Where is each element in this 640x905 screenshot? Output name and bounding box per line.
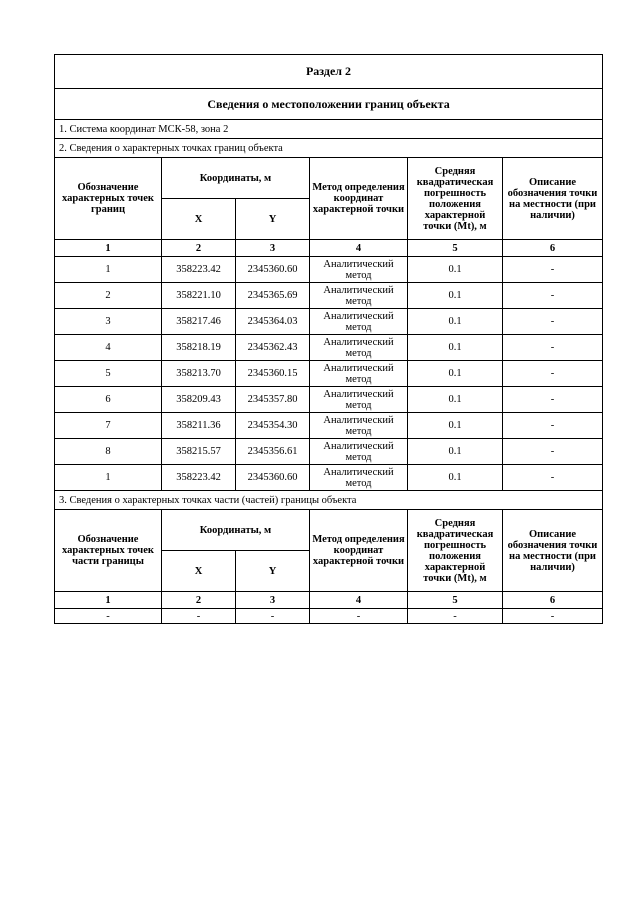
col-num: 4 xyxy=(310,592,408,609)
x-cell: 358211.36 xyxy=(162,413,236,439)
header-description: Описание обозначения точки на местности (при наличии) xyxy=(503,158,603,240)
table-row xyxy=(55,335,603,361)
col-num: 2 xyxy=(162,240,236,257)
point-cell: 4 xyxy=(55,335,162,361)
table-row xyxy=(55,465,603,491)
col-num: 1 xyxy=(55,240,162,257)
header-x: X xyxy=(162,551,236,592)
description-cell: - xyxy=(503,439,603,465)
point-cell: 5 xyxy=(55,361,162,387)
col-num: 5 xyxy=(408,240,503,257)
mt-cell: 0.1 xyxy=(408,283,503,309)
column-numbers-row xyxy=(55,240,603,257)
mt-cell: 0.1 xyxy=(408,387,503,413)
point-cell: 7 xyxy=(55,413,162,439)
coord-system: 1. Система координат МСК-58, зона 2 xyxy=(55,120,603,139)
header-point-designation: Обозначение характерных точек части границы xyxy=(55,510,162,592)
method-cell: Аналитический метод xyxy=(310,335,408,361)
y-cell: 2345360.15 xyxy=(236,361,310,387)
table-row xyxy=(55,257,603,283)
part2-title: 2. Сведения о характерных точках границ объекта xyxy=(55,139,603,158)
method-cell: Аналитический метод xyxy=(310,257,408,283)
point-cell: 1 xyxy=(55,257,162,283)
table-row xyxy=(55,609,603,624)
y-cell: 2345364.03 xyxy=(236,309,310,335)
point-cell: 3 xyxy=(55,309,162,335)
header-y: Y xyxy=(236,199,310,240)
method-cell: Аналитический метод xyxy=(310,309,408,335)
col-num: 5 xyxy=(408,592,503,609)
header-x: X xyxy=(162,199,236,240)
part3-title: 3. Сведения о характерных точках части (частей) границы объекта xyxy=(55,491,603,510)
y-cell: 2345354.30 xyxy=(236,413,310,439)
mt-cell: 0.1 xyxy=(408,361,503,387)
y-cell: 2345357.80 xyxy=(236,387,310,413)
description-cell: - xyxy=(503,361,603,387)
header-mt: Средняя квадратическая погрешность положения характерной точки (Mt), м xyxy=(408,510,503,592)
y-cell: 2345365.69 xyxy=(236,283,310,309)
boundary-table xyxy=(54,54,603,624)
mt-cell: 0.1 xyxy=(408,257,503,283)
y-cell: 2345360.60 xyxy=(236,257,310,283)
col-num: 2 xyxy=(162,592,236,609)
x-cell: 358218.19 xyxy=(162,335,236,361)
method-cell: Аналитический метод xyxy=(310,413,408,439)
mt-cell: - xyxy=(408,609,503,624)
x-cell: 358209.43 xyxy=(162,387,236,413)
mt-cell: 0.1 xyxy=(408,465,503,491)
col-num: 3 xyxy=(236,240,310,257)
header-method: Метод определения координат характерной точки xyxy=(310,158,408,240)
mt-cell: 0.1 xyxy=(408,335,503,361)
x-cell: 358223.42 xyxy=(162,465,236,491)
description-cell: - xyxy=(503,309,603,335)
col-num: 6 xyxy=(503,240,603,257)
description-cell: - xyxy=(503,387,603,413)
method-cell: - xyxy=(310,609,408,624)
description-cell: - xyxy=(503,257,603,283)
table-row xyxy=(55,413,603,439)
point-cell: 2 xyxy=(55,283,162,309)
col-num: 3 xyxy=(236,592,310,609)
column-numbers-row xyxy=(55,592,603,609)
x-cell: 358217.46 xyxy=(162,309,236,335)
y-cell: 2345362.43 xyxy=(236,335,310,361)
point-cell: 1 xyxy=(55,465,162,491)
x-cell: 358215.57 xyxy=(162,439,236,465)
section-subtitle: Сведения о местоположении границ объекта xyxy=(55,89,603,120)
method-cell: Аналитический метод xyxy=(310,465,408,491)
x-cell: 358213.70 xyxy=(162,361,236,387)
col-num: 4 xyxy=(310,240,408,257)
table-row xyxy=(55,387,603,413)
header-coordinates: Координаты, м xyxy=(162,158,310,199)
x-cell: 358221.10 xyxy=(162,283,236,309)
section-title: Раздел 2 xyxy=(55,55,603,89)
mt-cell: 0.1 xyxy=(408,309,503,335)
header-y: Y xyxy=(236,551,310,592)
point-cell: 8 xyxy=(55,439,162,465)
description-cell: - xyxy=(503,609,603,624)
description-cell: - xyxy=(503,465,603,491)
x-cell: - xyxy=(162,609,236,624)
point-cell: - xyxy=(55,609,162,624)
y-cell: 2345356.61 xyxy=(236,439,310,465)
description-cell: - xyxy=(503,283,603,309)
col-num: 6 xyxy=(503,592,603,609)
y-cell: - xyxy=(236,609,310,624)
header-method: Метод определения координат характерной точки xyxy=(310,510,408,592)
y-cell: 2345360.60 xyxy=(236,465,310,491)
mt-cell: 0.1 xyxy=(408,413,503,439)
method-cell: Аналитический метод xyxy=(310,283,408,309)
description-cell: - xyxy=(503,335,603,361)
table-row xyxy=(55,283,603,309)
table-row xyxy=(55,361,603,387)
header-description: Описание обозначения точки на местности (при наличии) xyxy=(503,510,603,592)
point-cell: 6 xyxy=(55,387,162,413)
col-num: 1 xyxy=(55,592,162,609)
mt-cell: 0.1 xyxy=(408,439,503,465)
table-row xyxy=(55,439,603,465)
header-mt: Средняя квадратическая погрешность положения характерной точки (Mt), м xyxy=(408,158,503,240)
description-cell: - xyxy=(503,413,603,439)
table-row xyxy=(55,309,603,335)
header-coordinates: Координаты, м xyxy=(162,510,310,551)
method-cell: Аналитический метод xyxy=(310,387,408,413)
x-cell: 358223.42 xyxy=(162,257,236,283)
method-cell: Аналитический метод xyxy=(310,439,408,465)
method-cell: Аналитический метод xyxy=(310,361,408,387)
header-point-designation: Обозначение характерных точек границ xyxy=(55,158,162,240)
